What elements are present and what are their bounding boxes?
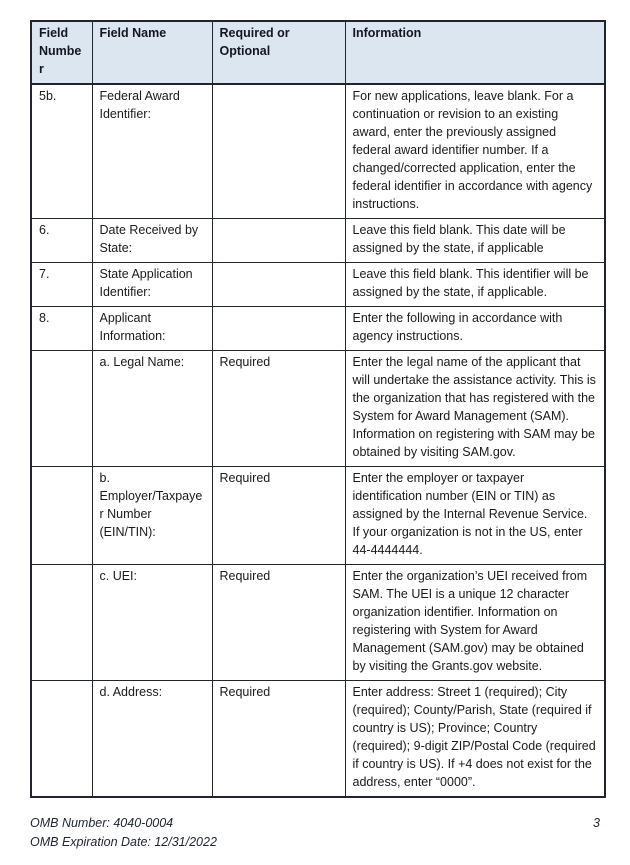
cell-information: Enter address: Street 1 (required); City (required); County/Parish, State (required if country is US); Province; Country (required); 9-digit ZIP/Postal Code (required if country is US). If +4 does not exist for the address, enter “0000”. [345, 681, 605, 798]
cell-field-number [31, 351, 92, 467]
table-row [31, 681, 605, 798]
header-field-number: Field Number [31, 21, 92, 84]
cell-field-number: 6. [31, 219, 92, 263]
cell-field-name: State Application Identifier: [92, 263, 212, 307]
cell-field-number: 8. [31, 307, 92, 351]
cell-field-name: c. UEI: [92, 565, 212, 681]
cell-field-name: Applicant Information: [92, 307, 212, 351]
table-row [31, 84, 605, 219]
cell-field-name: Date Received by State: [92, 219, 212, 263]
cell-information: Enter the employer or taxpayer identification number (EIN or TIN) as assigned by the Internal Revenue Service. If your organization is not in the US, enter 44-4444444. [345, 467, 605, 565]
cell-required [212, 219, 345, 263]
header-required-or-optional: Required or Optional [212, 21, 345, 84]
cell-required [212, 263, 345, 307]
cell-field-name: a. Legal Name: [92, 351, 212, 467]
header-information: Information [345, 21, 605, 84]
cell-field-number: 7. [31, 263, 92, 307]
cell-field-number: 5b. [31, 84, 92, 219]
table-row [31, 467, 605, 565]
cell-field-name: Federal Award Identifier: [92, 84, 212, 219]
table-header [31, 21, 605, 84]
table-row [31, 263, 605, 307]
cell-information: For new applications, leave blank. For a continuation or revision to an existing award, enter the previously assigned federal award identifier number. If a changed/corrected application, enter the federal identifier in accordance with agency instructions. [345, 84, 605, 219]
page-footer [30, 814, 217, 852]
cell-field-name: d. Address: [92, 681, 212, 798]
footer-omb-number: OMB Number: 4040-0004 [30, 816, 174, 830]
cell-required [212, 84, 345, 219]
cell-field-number [31, 467, 92, 565]
cell-field-number [31, 681, 92, 798]
cell-information: Enter the following in accordance with agency instructions. [345, 307, 605, 351]
cell-information: Leave this field blank. This date will be assigned by the state, if applicable [345, 219, 605, 263]
page-number: 3 [593, 816, 600, 830]
cell-required [212, 307, 345, 351]
table-row [31, 565, 605, 681]
cell-required: Required [212, 467, 345, 565]
table-header-row [31, 21, 605, 84]
cell-information: Leave this field blank. This identifier will be assigned by the state, if applicable. [345, 263, 605, 307]
header-field-name: Field Name [92, 21, 212, 84]
cell-information: Enter the legal name of the applicant that will undertake the assistance activity. This is the organization that has registered with the System for Award Management (SAM). Information on registering with SAM may be obtained by visiting SAM.gov. [345, 351, 605, 467]
cell-required: Required [212, 565, 345, 681]
cell-information: Enter the organization’s UEI received from SAM. The UEI is a unique 12 character organization identifier. Information on registering with System for Award Management (SAM.gov) may be obtained by visiting the Grants.gov website. [345, 565, 605, 681]
cell-required: Required [212, 351, 345, 467]
field-instructions-table [30, 20, 606, 798]
cell-required: Required [212, 681, 345, 798]
table-row [31, 219, 605, 263]
cell-field-name: b. Employer/Taxpayer Number (EIN/TIN): [92, 467, 212, 565]
footer-omb-expiration: OMB Expiration Date: 12/31/2022 [30, 835, 217, 849]
table-body [31, 84, 605, 797]
table-row [31, 351, 605, 467]
table-row [31, 307, 605, 351]
cell-field-number [31, 565, 92, 681]
